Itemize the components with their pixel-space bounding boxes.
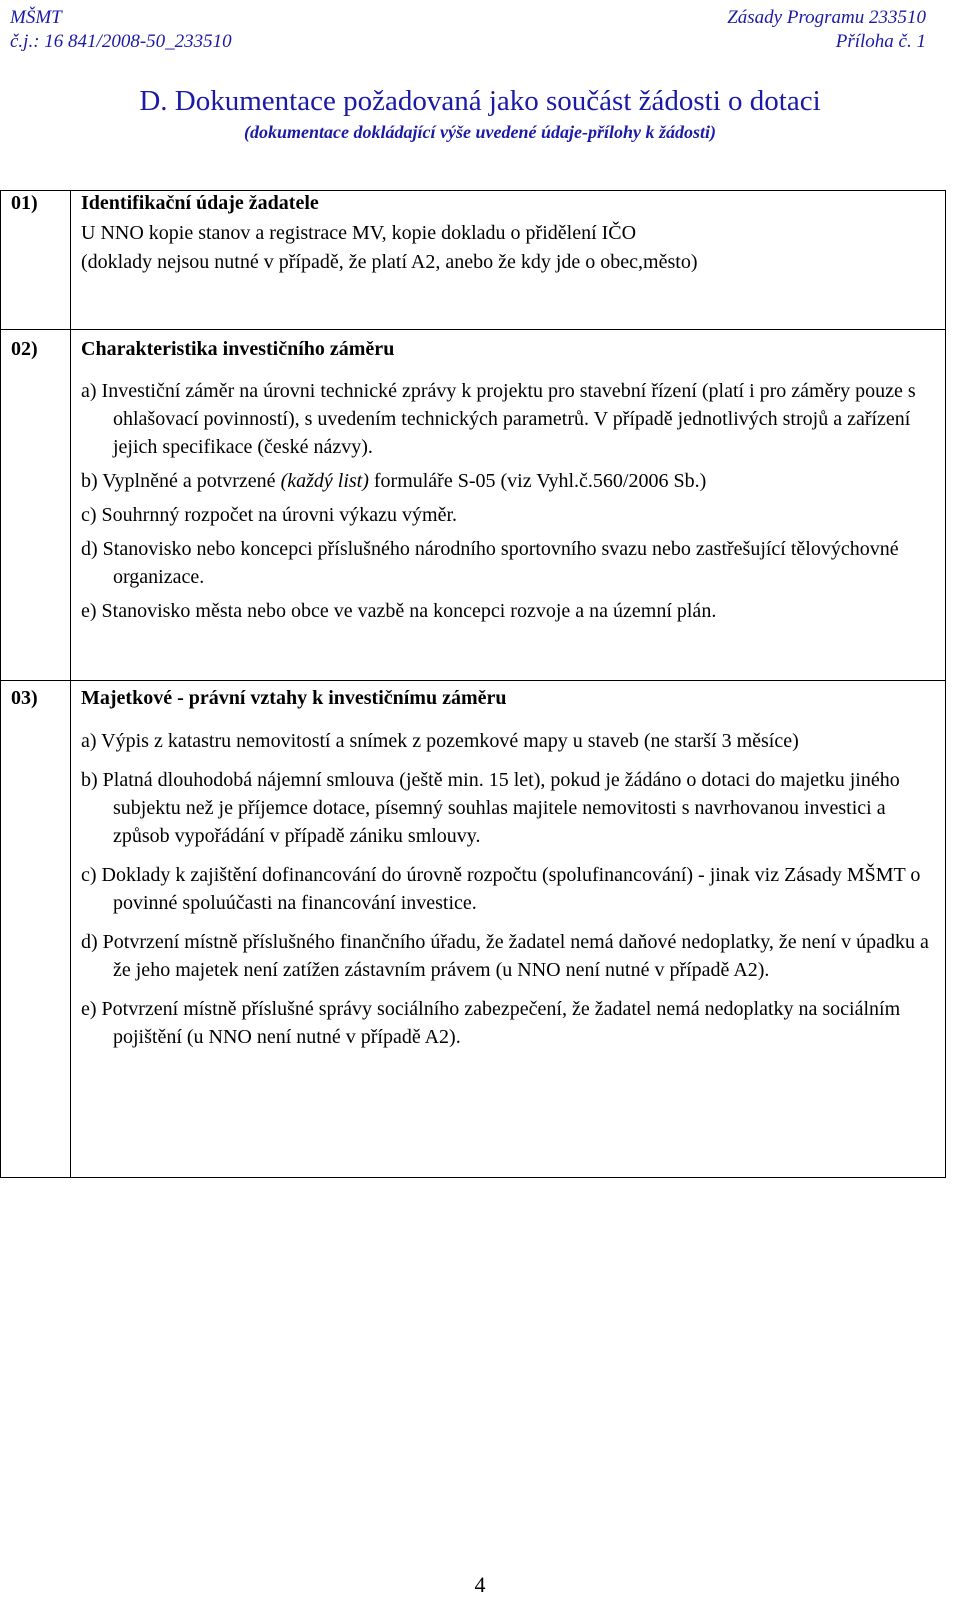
document-subtitle: (dokumentace dokládající výše uvedené údaje-přílohy k žádosti): [244, 122, 716, 142]
section-content: [71, 681, 946, 1178]
table-row: [1, 681, 946, 1178]
section-number-label: 03): [11, 687, 38, 709]
list-item: c) Souhrnný rozpočet na úrovni výkazu výměr.: [81, 504, 458, 526]
section-content: [71, 191, 946, 330]
section-line: (doklady nejsou nutné v případě, že platí A2, anebo že kdy jde o obec,město): [81, 251, 698, 273]
header-attachment: Příloha č. 1: [835, 31, 926, 52]
section-title: Majetkové - právní vztahy k investičnímu záměru: [81, 687, 507, 709]
header-right: [727, 6, 926, 54]
list-item: a) Výpis z katastru nemovitostí a snímek z pozemkové mapy u staveb (ne starší 3 měsíce): [81, 730, 799, 752]
section-number: [1, 681, 71, 1178]
requirements-table: [0, 190, 946, 1178]
document-title: D. Dokumentace požadovaná jako součást žádosti o dotaci: [139, 85, 821, 117]
list-item-emphasis: (každý list): [280, 470, 369, 492]
section-title: Identifikační údaje žadatele: [81, 192, 319, 214]
section-number: [1, 330, 71, 681]
list-item: c) Doklady k zajištění dofinancování do úrovně rozpočtu (spolufinancování) - jinak viz Zásady MŠMT o povinné spoluúčasti na financování investice.: [81, 864, 921, 914]
section-number-label: 02): [11, 338, 38, 360]
list-item: [81, 467, 941, 495]
list-item-text: formuláře S-05 (viz Vyhl.č.560/2006 Sb.): [373, 470, 707, 492]
list-item: d) Potvrzení místně příslušného finančního úřadu, že žadatel nemá daňové nedoplatky, že není v úpadku a že jeho majetek není zatížen zástavním právem (u NNO není nutné v případě A2).: [81, 931, 929, 981]
header-left: [10, 6, 232, 54]
section-number-label: 01): [11, 192, 38, 214]
list-item: b) Platná dlouhodobá nájemní smlouva (ještě min. 15 let), pokud je žádáno o dotaci do majetku jiného subjektu než je příjemce dotace, písemný souhlas majitele nemovitosti s navrhovanou investici a způsob vypořádání v případě zániku smlouvy.: [81, 769, 900, 847]
table-row: [1, 191, 946, 330]
section-content: [71, 330, 946, 681]
header-ministry: MŠMT: [10, 7, 62, 28]
header-reference-number: č.j.: 16 841/2008-50_233510: [10, 31, 232, 52]
page-number: 4: [474, 1572, 486, 1597]
section-title: Charakteristika investičního záměru: [81, 338, 395, 360]
list-item: d) Stanovisko nebo koncepci příslušného národního sportovního svazu nebo zastřešující tělovýchovné organizace.: [81, 538, 899, 588]
list-item-text: b) Vyplněné a potvrzené: [81, 470, 276, 492]
list-item: e) Potvrzení místně příslušné správy sociálního zabezpečení, že žadatel nemá nedoplatky na sociálním pojištění (u NNO není nutné v případě A2).: [81, 998, 901, 1048]
section-number: [1, 191, 71, 330]
table-row: [1, 330, 946, 681]
section-line: U NNO kopie stanov a registrace MV, kopie dokladu o přidělení IČO: [81, 222, 637, 244]
list-item: e) Stanovisko města nebo obce ve vazbě na koncepci rozvoje a na územní plán.: [81, 600, 717, 622]
header-program-name: Zásady Programu 233510: [727, 7, 926, 28]
list-item: a) Investiční záměr na úrovni technické zprávy k projektu pro stavební řízení (platí i pro záměry pouze s ohlašovací povinností), s uvedením technických parametrů. V případě jednotlivých strojů a zařízení jejich specifikace (české názvy).: [81, 380, 916, 458]
